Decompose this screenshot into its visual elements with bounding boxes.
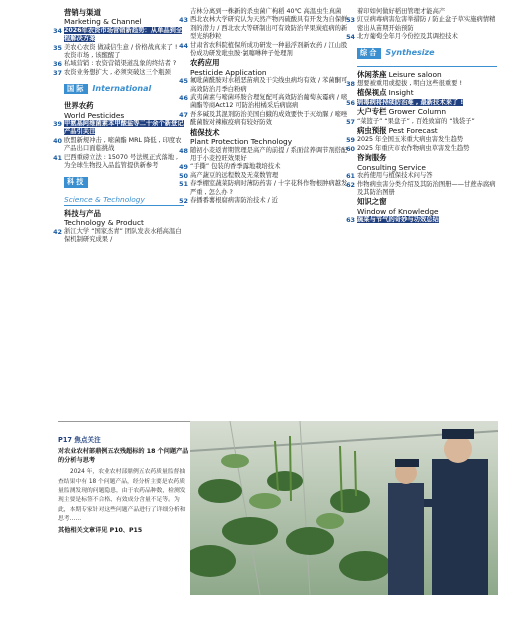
contents-entry[interactable]	[179, 94, 350, 111]
section-title-consult-cn: 咨询服务	[357, 153, 387, 163]
entry-title: 武夷菌素与嘧菌环胺合理复配可高效防治葡萄灰霉病 / 嘧菌酯等商Act12 可防治柑橘采后病腐病	[190, 94, 348, 110]
entry-title: 欧盟新规冲击 , 嘧菌酯 MRL 降低 , 印度农产品出口面临挑战	[64, 136, 182, 153]
contents-entry[interactable]	[346, 16, 497, 33]
entry-title: 农药使用与植保技术问与答	[357, 172, 433, 180]
section-title-tech-cn: 科技与产品	[64, 208, 101, 218]
section-title-know-cn: 知识之窗	[357, 197, 387, 207]
contents-entry[interactable]	[179, 110, 350, 128]
entry-title: 甲氨基阿维菌素苯甲酸盐等二十余个新登记产品引关注	[64, 120, 184, 136]
contents-entry[interactable]	[179, 16, 350, 41]
contents-entry[interactable]	[346, 117, 497, 126]
section-title-plant-cn: 植保技术	[190, 127, 220, 137]
entry-title: 吉林分离到一株新的杀虫菌广枸稻 40℃ 高温虫生真菌	[190, 8, 342, 15]
contents-entry[interactable]	[179, 163, 350, 172]
section-title-know-en: Window of Knowledge	[357, 206, 439, 216]
entry-title: “手撕” 包装的香季露地栽培技术	[190, 163, 281, 171]
entry-title: “菜篮子” “果盘子” , 百姓致富的 “钱袋子”	[357, 117, 475, 125]
entry-title: 巴西重磅立法 : 15070 号法规正式落地 , 为全球生物投入品监管提供新参考	[64, 153, 179, 170]
marketing-list	[53, 26, 184, 77]
international-banner-en: International	[92, 84, 152, 94]
contents-entry[interactable]	[179, 180, 350, 197]
feature-photo	[190, 421, 498, 595]
entry-title: 病毒病将持续防治难 , 最新技术来了 !	[357, 98, 464, 106]
entry-page-number: 38	[346, 80, 355, 89]
entry-page-number: 46	[179, 94, 188, 103]
contents-entry[interactable]	[53, 26, 184, 44]
section-title-insight-cn: 植保视点	[357, 88, 387, 98]
insight-list	[346, 98, 497, 107]
tech-banner-en: Science & Technology	[64, 194, 145, 204]
entry-title: 随初小麦返青期管理是高产的前提 / 系面营养调节剂搭配用于小麦控旺效果好	[190, 146, 348, 162]
section-title-tech-en: Technology & Product	[64, 218, 144, 228]
feature-separator	[58, 421, 190, 422]
contents-entry[interactable]	[346, 136, 497, 145]
synthesize-banner	[357, 46, 497, 62]
section-title-world-cn: 世界农药	[64, 101, 94, 111]
contents-entry[interactable]	[53, 60, 184, 69]
entry-title: 浙江大学 “国家杰青” 团队发表水稻高温白保机制研究成果 /	[64, 227, 182, 244]
section-title-leisure-en: Leisure saloon	[388, 69, 442, 79]
consult-list	[346, 172, 497, 197]
contents-entry[interactable]	[179, 196, 350, 205]
entry-page-number: 63	[346, 216, 355, 225]
contents-entry[interactable]	[346, 80, 497, 89]
entry-title: 美农心农资 做减信生意 / 价格战真来了 ! 农资市场 , 该醒醒了	[64, 43, 178, 60]
entry-page-number: 60	[346, 144, 355, 153]
entry-title: 高产蔬豆的远程数及无菜数管理	[190, 171, 279, 179]
contents-entry[interactable]	[53, 120, 184, 137]
col2-continued-list	[179, 8, 350, 58]
entry-title: 农资业务想扩大 , 必须突破这三个瓶颈	[64, 68, 171, 76]
section-title-plant-en: Plant Protection Technology	[190, 137, 293, 147]
feature-box	[58, 436, 190, 590]
entry-page-number: 57	[346, 117, 355, 126]
entry-page-number: 50	[179, 171, 188, 180]
entry-page-number: 44	[179, 41, 188, 50]
entry-title: 春播番薯根腐病害防治技术 / 近	[190, 196, 278, 204]
entry-page-number: 47	[179, 110, 188, 119]
entry-page-number: 43	[179, 16, 188, 25]
entry-page-number: 59	[346, 136, 355, 145]
forecast-list	[346, 136, 497, 153]
photo-greenhouse-inspection-illustration	[190, 421, 498, 595]
contents-entry[interactable]	[53, 43, 184, 61]
contents-entry[interactable]	[179, 146, 350, 164]
synthesize-banner-rule	[357, 66, 497, 67]
entry-page-number: 54	[346, 33, 355, 42]
entry-page-number: 36	[53, 60, 62, 69]
entry-title: 吾多碱及其混剂防治美国白蛾的成效要快于灭幼脲 / 嘧唑酰菌胺对辣椒疫病有较好防效	[190, 110, 348, 127]
knowledge-list	[346, 216, 497, 225]
entry-title: 蔬菜与节气的奇妙与功效总结	[357, 216, 439, 224]
section-title-grower-en: Grower Column	[388, 107, 447, 117]
entry-title: 私域营销 : 农资营销渠道乱象的终结者 ?	[64, 60, 177, 68]
entry-title: 2026年农资市场营销新趋势：从单品到全程解决方案	[64, 26, 183, 43]
entry-page-number: 41	[53, 153, 62, 162]
contents-column-3	[346, 8, 497, 225]
entry-title: 作物病虫害分类介绍及其防治图册——甘蔗赤腐病及其防治图册	[357, 180, 496, 196]
tech-banner	[64, 175, 184, 191]
section-title-leisure-cn: 休闲茶座	[357, 69, 387, 79]
contents-entry[interactable]	[53, 136, 184, 154]
section-title-world-en: World Pesticides	[64, 110, 125, 120]
entry-title: 甘肃省农科院植保所成功研发一种悬浮剂新农药 / 江山股份成功研发吡虫胺·氯噻啉种子处理剂	[190, 41, 348, 58]
entry-title: 2025 年全国玉米重大病虫害发生趋势	[357, 136, 464, 144]
feature-page-label: P17 焦点关注	[58, 436, 101, 444]
contents-entry[interactable]	[53, 227, 184, 245]
contents-entry[interactable]	[179, 41, 350, 59]
section-title-consult-en: Consulting Service	[357, 162, 426, 172]
entry-page-number: 62	[346, 180, 355, 189]
feature-body: 2024 年，农业农村部鼎例五农药质量监督抽查结果中有 18 个问题产品，经分析主要是农药质量监测发现的问题隐患，由于农药品种数，检测发现主要是标签不合格、有效成分含量不足等。为此，本期专家针对这些问题产品进行了详细分析和思考……	[58, 469, 186, 522]
entry-page-number: 61	[346, 172, 355, 181]
entry-page-number: 35	[53, 43, 62, 52]
tech-list	[53, 227, 184, 245]
leisure-list	[346, 80, 497, 89]
contents-entry[interactable]	[179, 171, 350, 180]
entry-title: 2025 年重庆市农作物病虫草害发生趋势	[357, 144, 470, 152]
entry-page-number: 49	[179, 163, 188, 172]
entry-page-number: 34	[53, 26, 62, 35]
contents-entry[interactable]	[346, 180, 497, 198]
contents-column-2	[179, 8, 350, 205]
tech-banner-cn: 科技	[64, 177, 88, 187]
synthesize-banner-cn: 综合	[357, 48, 381, 58]
entry-page-number: 39	[53, 120, 62, 129]
world-pesticides-list	[53, 120, 184, 170]
international-banner-cn: 国际	[64, 84, 88, 94]
section-title-insight-en: Insight	[388, 88, 414, 98]
contents-entry[interactable]	[179, 77, 350, 94]
entry-page-number: 52	[179, 196, 188, 205]
contents-entry[interactable]	[346, 216, 497, 225]
entry-title: 北方葡萄全年月今份控及其调控技术	[357, 33, 458, 41]
section-title-forecast-en: Pest Forecast	[388, 126, 438, 136]
pesticide-application-list	[179, 77, 350, 127]
contents-entry[interactable]	[346, 144, 497, 153]
contents-entry[interactable]	[346, 172, 497, 181]
entry-page-number: 42	[53, 227, 62, 236]
entry-title: 春季棚室蔬菜防病时薄防药害 / 十字花科作物根肿病越发严重 , 怎么办 ?	[190, 180, 348, 196]
grower-list	[346, 117, 497, 126]
contents-entry[interactable]	[346, 33, 497, 42]
entry-page-number: 45	[179, 77, 188, 86]
entry-title: 氟吡菌酰胺对水稻恶苗病及干尖线虫病均有效 / 苯菌酮可高效防治月季白粉病	[190, 77, 348, 93]
entry-page-number: 56	[346, 98, 355, 107]
entry-page-number: 37	[53, 68, 62, 77]
col3-continued-list	[346, 8, 497, 42]
section-title-marketing-cn: 营销与渠道	[64, 8, 101, 17]
entry-title: 西北农林大学研究认为天然产物丙硫酸具有开发为自保鲜剂的潜力 / 西北农大等研制出可有效防治苹果炭疽病的新型光纳秒粒	[190, 16, 348, 41]
international-banner	[64, 81, 184, 97]
section-title-grower-cn: 大户专栏	[357, 107, 387, 117]
section-title-forecast-cn: 病虫预报	[357, 126, 387, 136]
contents-entry[interactable]	[53, 153, 184, 171]
section-title-marketing-en: Marketing & Channel	[64, 17, 142, 27]
contents-entry[interactable]	[346, 98, 497, 107]
feature-title: 对农业农村部鼎例五农残超标的 18 个问题产品的分析与思考	[58, 448, 189, 464]
entry-page-number: 48	[179, 146, 188, 155]
entry-page-number: 40	[53, 136, 62, 145]
contents-entry[interactable]	[53, 68, 184, 77]
entry-title: 着印如何做好稻田管理才能高产	[357, 8, 446, 15]
synthesize-banner-en: Synthesize	[385, 48, 435, 58]
entry-page-number: 51	[179, 180, 188, 189]
entry-title: 想要被重用或提拔 , 明白这些很重要 !	[357, 80, 462, 88]
section-title-pest-en: Pesticide Application	[190, 67, 267, 77]
tech-banner-rule	[64, 205, 184, 206]
plant-protection-list	[179, 146, 350, 206]
feature-more-link[interactable]: 其他相关文章详见 P10、P15	[58, 527, 143, 535]
entry-page-number: 53	[346, 16, 355, 25]
entry-title: 豇豆病毒病害危害举措防 / 防止盆子草实施病情精密出从苗期开始预防	[357, 16, 496, 32]
section-title-pest-cn: 农药应用	[190, 58, 220, 68]
contents-column-1	[53, 8, 184, 245]
